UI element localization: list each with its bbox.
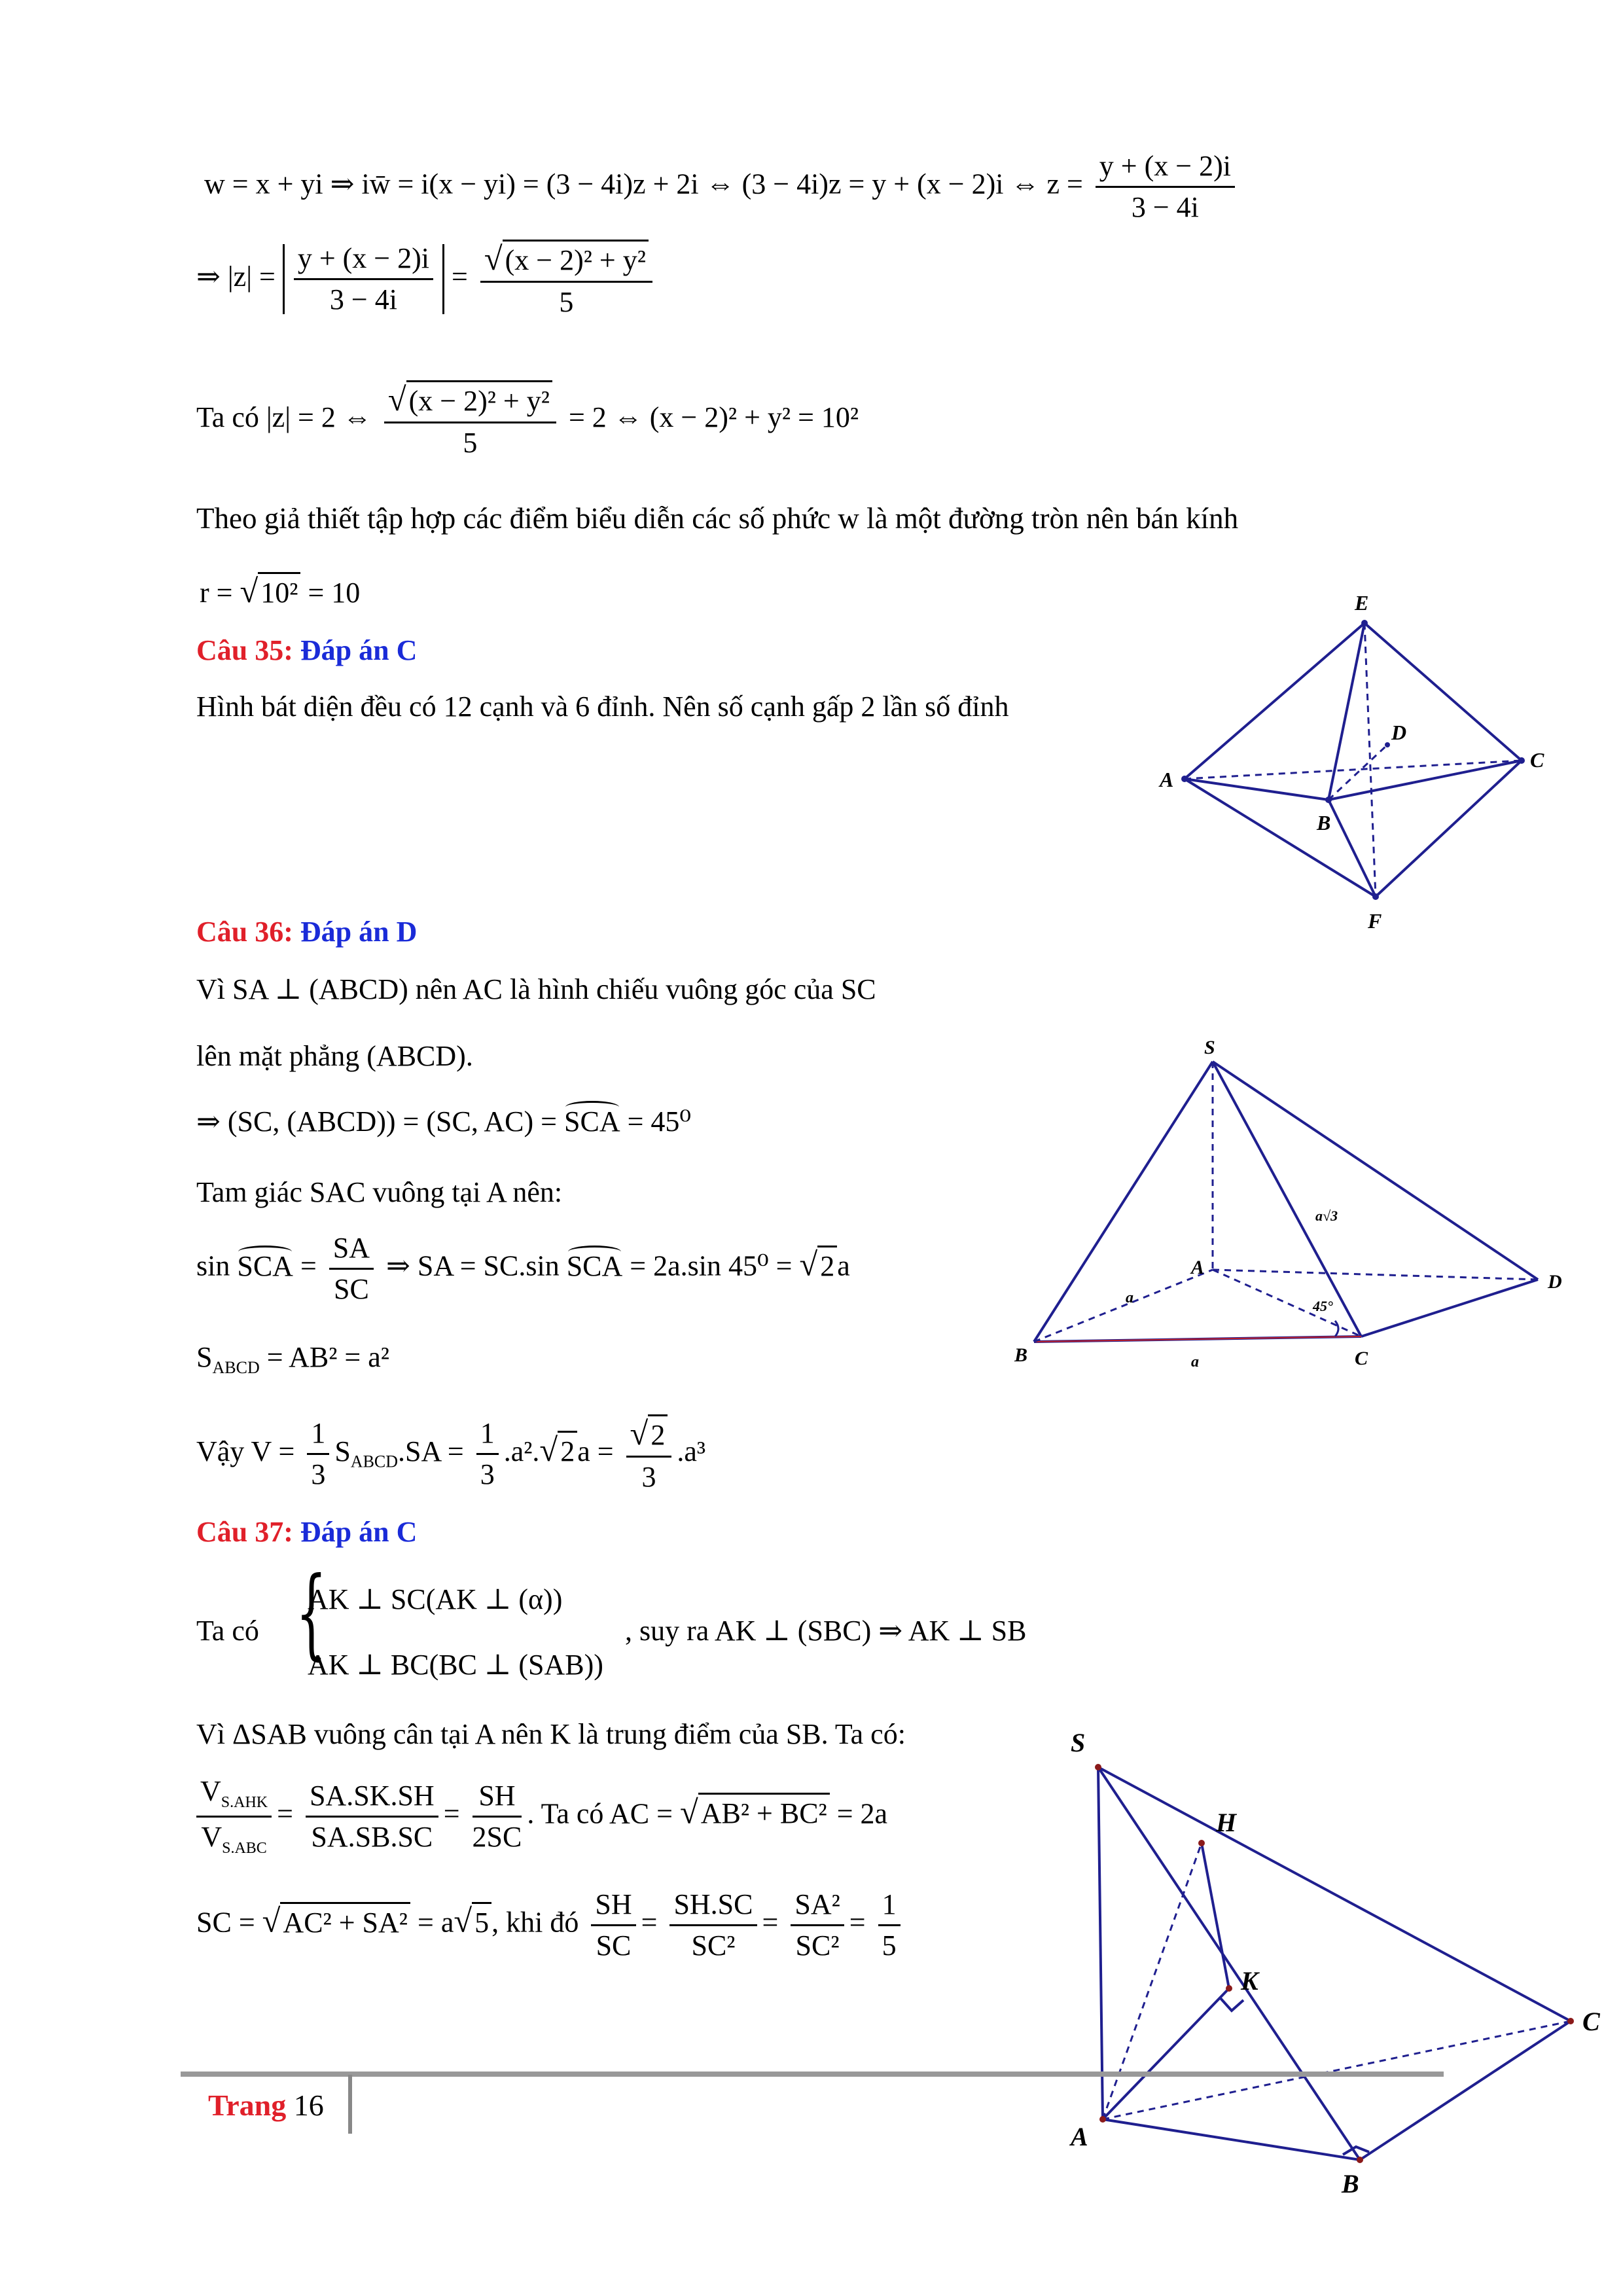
q37-line1-post: , suy ra AK ⊥ (SBC) ⇒ AK ⊥ SB [625, 1615, 1027, 1647]
equation-line-2: ⇒ |z| = $\frac{y + (x - 2)i}{3 - 4i}$ = $\frac{\text{√(x − 2)² + y²}}{5}$ [196, 242, 658, 317]
tet-label-H: H [1216, 1808, 1237, 1837]
q36-line3: ⇒ (SC, (ABCD)) = (SC, AC) = SCA = 45⁰ [196, 1105, 692, 1138]
equation-line-3: Ta có |z| = 2 ⇔ $\frac{\text{√(x − 2)² + y²}}{5}$ = 2 ⇔ (x − 2)² + y² = 10² [196, 381, 859, 459]
pyr-label-a2: a [1191, 1354, 1199, 1371]
q36-heading: Câu 36: Đáp án D [196, 916, 418, 948]
pyr-label-a1: a [1126, 1289, 1133, 1306]
oct-label-D: D [1391, 721, 1407, 744]
q36-line2: lên mặt phẳng (ABCD). [196, 1040, 473, 1072]
q37-system-2: AK ⊥ BC(BC ⊥ (SAB)) [308, 1649, 603, 1681]
q37-system-1: AK ⊥ SC(AK ⊥ (α)) [308, 1583, 563, 1615]
equation-radius: r = √10² = 10 [200, 573, 361, 609]
eq1-text: w = x + yi ⇒ iw̄ = i(x − yi) = (3 − 4i)z + 2i ⇔ (3 − 4i)z = y + (x − 2)i ⇔ z = [204, 168, 1083, 200]
tet-label-K: K [1241, 1966, 1258, 1996]
q35-heading: Câu 35: Đáp án C [196, 634, 418, 666]
q37-line2: Vì ΔSAB vuông cân tại A nên K là trung điểm của SB. Ta có: [196, 1718, 906, 1750]
pyr-label-C: C [1355, 1348, 1368, 1369]
page-number: Trang 16 [208, 2089, 324, 2122]
oct-label-C: C [1530, 748, 1544, 772]
q37-line4: SC = √AC² + SA² = a√5, khi đó $\frac{SH}{SC}$ = $\frac{SH.SC}{\text{SC²}}$ = $\frac{\text{SA²}}{\text{SC²}}$ = $\frac{1}{5}$ [196, 1890, 906, 1960]
q37-line3: $\frac{V_{S.AHK}}{V_{S.ABC}}$ = $\frac{SA.SK.SH}{SA.SB.SC}$ = $\frac{SH}{2SC}$ . Ta có AC = √AB² + BC² = 2a [196, 1777, 887, 1856]
eq1-fraction: $\frac{y + (x - 2)i}{3 - 4i}$ [1096, 152, 1235, 222]
oct-label-B: B [1317, 811, 1331, 834]
q37-line1-pre: Ta có [196, 1615, 259, 1647]
pyr-label-B: B [1014, 1344, 1028, 1366]
q35-text: Hình bát diện đều có 12 cạnh và 6 đỉnh. Nên số cạnh gấp 2 lần số đỉnh [196, 691, 1009, 723]
oct-label-F: F [1368, 909, 1382, 933]
pyramid-figure [995, 1021, 1584, 1388]
oct-label-E: E [1355, 591, 1369, 615]
abs-fraction: $\frac{y + (x - 2)i}{3 - 4i}$ [283, 244, 444, 314]
tet-label-B: B [1342, 2169, 1359, 2198]
pyr-label-S: S [1204, 1037, 1215, 1058]
q36-line5: sin SCA = $\frac{SA}{SC}$ ⇒ SA = SC.sin SCA = 2a.sin 45⁰ = √2a [196, 1232, 850, 1305]
pyr-label-A: A [1191, 1257, 1205, 1278]
paragraph-radius: Theo giả thiết tập hợp các điểm biểu diễn các số phức w là một đường tròn nên bán kính [196, 502, 1239, 535]
tet-label-A: A [1071, 2122, 1088, 2151]
tet-label-S: S [1071, 1728, 1086, 1757]
octahedron-figure [1152, 583, 1571, 949]
sqrt-fraction: $\frac{\text{√(x − 2)² + y²}}{5}$ [480, 242, 652, 317]
footer-vertical-bar [348, 2075, 352, 2134]
tet-label-C: C [1582, 2007, 1600, 2036]
pyr-label-45: 45° [1313, 1298, 1333, 1314]
tetrahedron-figure [1047, 1728, 1610, 2199]
pyr-label-D: D [1548, 1271, 1562, 1293]
q36-line4: Tam giác SAC vuông tại A nên: [196, 1176, 563, 1208]
pyr-label-a3: a√3 [1315, 1208, 1338, 1224]
equation-line-1 [204, 152, 1240, 222]
q37-brace: { [295, 1556, 327, 1670]
q37-heading: Câu 37: Đáp án C [196, 1516, 418, 1548]
q36-line7: Vậy V = $\frac{1}{3}$ $S_{ABCD}.SA$ = $\frac{1}{3}$ .a².√2a = $\frac{√2}{3}$ .a³ [196, 1415, 706, 1493]
q36-line1: Vì SA ⊥ (ABCD) nên AC là hình chiếu vuông góc của SC [196, 973, 876, 1005]
footer-divider [181, 2072, 1444, 2077]
oct-label-A: A [1160, 768, 1174, 791]
q36-line6: $S_{ABCD} = AB^2 = a^2$ [196, 1341, 389, 1377]
